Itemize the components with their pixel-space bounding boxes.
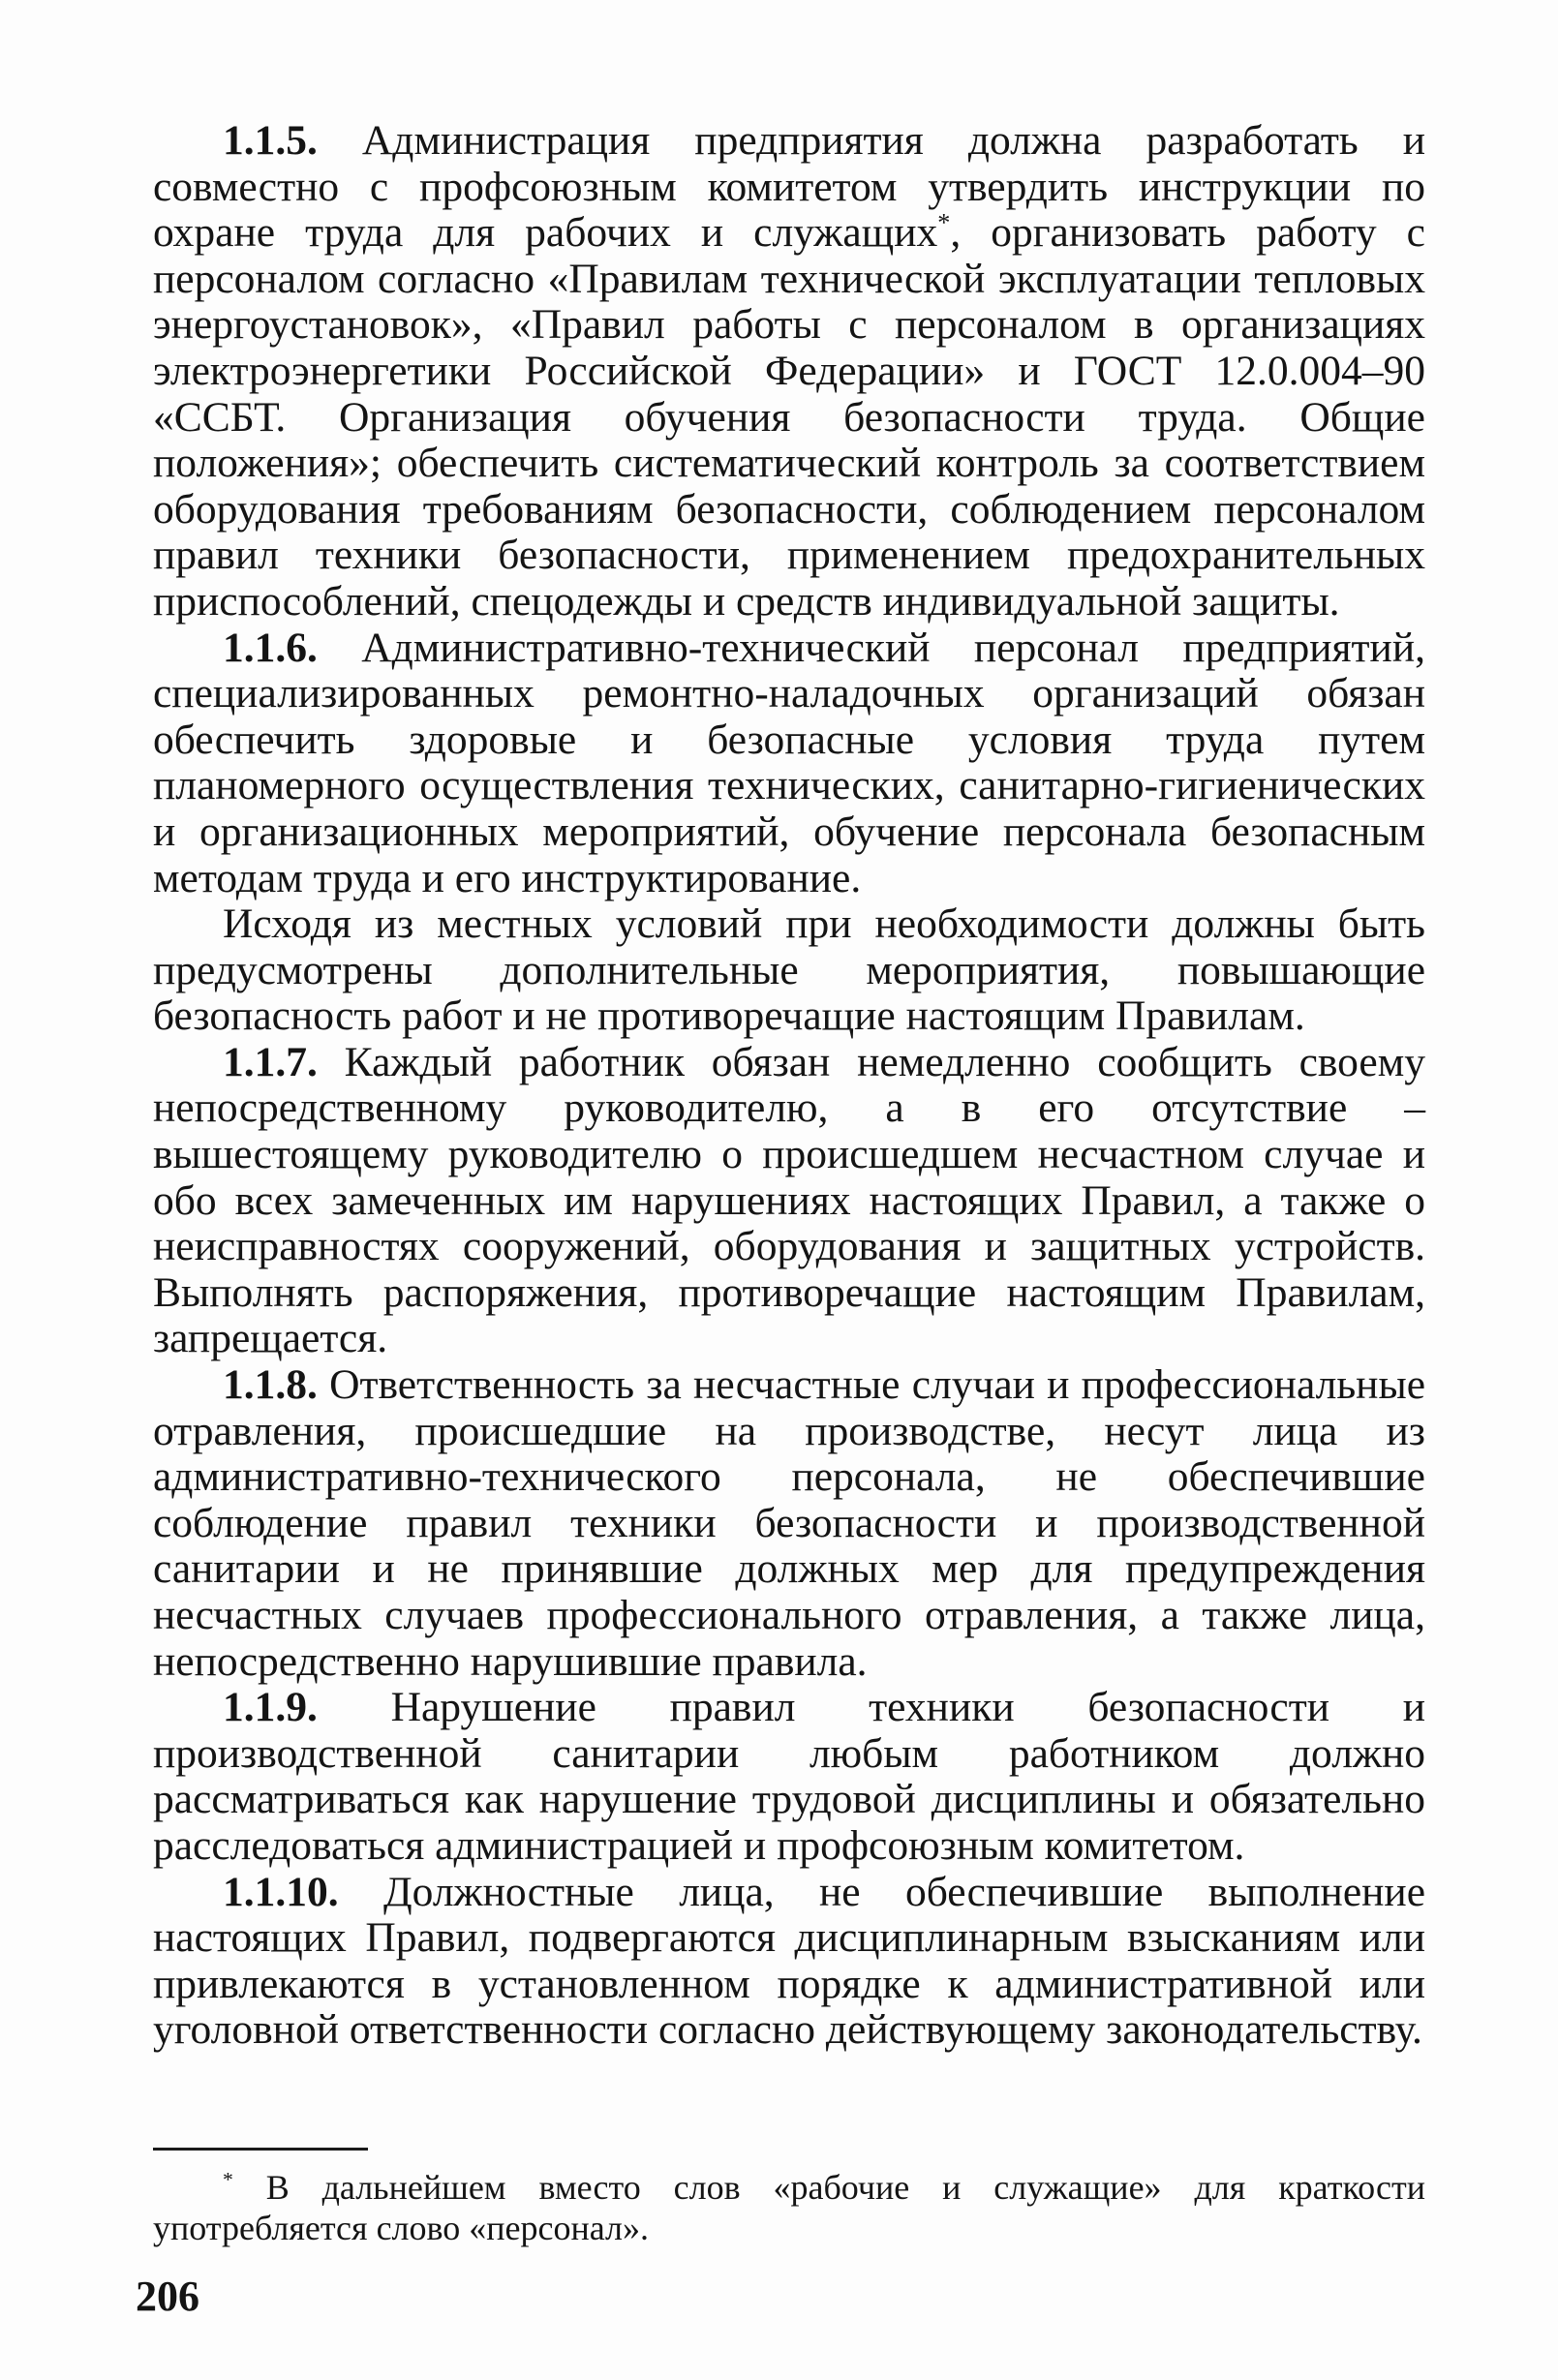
paragraph-1-1-9 — [153, 1685, 1425, 1869]
paragraph-1-1-8 — [153, 1362, 1425, 1685]
footnote — [153, 2167, 1425, 2248]
paragraph-1-1-7 — [153, 1040, 1425, 1362]
paragraph-text: Административно-технический персонал предприятий, специализированных ремонтно-наладочных организаций обязан обеспечить здоровые и безопасные условия труда путем планомерного осуществления технических, санитарно-гигиенических и организационных мероприятий, обучение персонала безопасным методам труда и его инструктирование. — [153, 624, 1425, 901]
paragraph-local-conditions — [153, 901, 1425, 1040]
main-text — [153, 118, 1425, 2054]
footnote-divider — [153, 2148, 368, 2151]
footnote-text: В дальнейшем вместо слов «рабочие и служащие» для краткости употребляется слово «персонал». — [153, 2168, 1425, 2247]
clause-number: 1.1.10. — [223, 1868, 339, 1915]
paragraph-text: Нарушение правил техники безопасности и производственной санитарии любым работником должно рассматриваться как нарушение трудовой дисциплины и обязательно расследоваться администрацией и профсоюзным комитетом. — [153, 1684, 1425, 1869]
clause-number: 1.1.8. — [223, 1361, 318, 1409]
paragraph-text: Каждый работник обязан немедленно сообщить своему непосредственному руководителю, а в его отсутствие – вышестоящему руководителю о происшедшем несчастном случае и обо всех замеченных им нарушениях настоящих Правил, а также о неисправностях сооружений, оборудования и защитных устройств. Выполнять распоряжения, противоречащие настоящим Правилам, запрещается. — [153, 1038, 1425, 1362]
clause-number: 1.1.6. — [223, 624, 318, 671]
paragraph-1-1-10 — [153, 1870, 1425, 2054]
clause-number: 1.1.5. — [223, 117, 318, 164]
clause-number: 1.1.7. — [223, 1038, 318, 1085]
footnote-marker: * — [223, 2168, 233, 2191]
paragraph-text: Администрация предприятия должна разработать и совместно с профсоюзным комитетом утвердить инструкции по охране труда для рабочих и служащих — [153, 117, 1425, 257]
page-number: 206 — [136, 2273, 199, 2320]
paragraph-text: Ответственность за несчастные случаи и профессиональные отравления, происшедшие на производстве, несут лица из административно-технического персонала, не обеспечившие соблюдение правил техники безопасности и производственной санитарии и не принявшие должных мер для предупреждения несчастных случаев профессионального отравления, а также лица, непосредственно нарушившие правила. — [153, 1361, 1425, 1685]
paragraph-text: , организовать работу с персоналом согласно «Правилам технической эксплуатации тепловых энергоустановок», «Правил работы с персоналом в организациях электроэнергетики Российской Федерации» и ГОСТ 12.0.004–90 «ССБТ. Организация обучения безопасности труда. Общие положения»; обеспечить систематический контроль за соответствием оборудования требованиям безопасности, соблюдением персоналом правил техники безопасности, применением предохранительных приспособлений, спецодежды и средств индивидуальной защиты. — [153, 209, 1425, 625]
paragraph-1-1-6 — [153, 626, 1425, 902]
paragraph-1-1-5 — [153, 118, 1425, 626]
clause-number: 1.1.9. — [223, 1684, 318, 1731]
paragraph-text: Должностные лица, не обеспечившие выполнение настоящих Правил, подвергаются дисциплинарным взысканиям или привлекаются в установленном порядке к административной или уголовной ответственности согласно действующему законодательству. — [153, 1868, 1425, 2054]
footnote-marker: * — [937, 208, 951, 237]
paragraph-text: Исходя из местных условий при необходимости должны быть предусмотрены дополнительные мероприятия, повышающие безопасность работ и не противоречащие настоящим Правилам. — [153, 900, 1425, 1040]
